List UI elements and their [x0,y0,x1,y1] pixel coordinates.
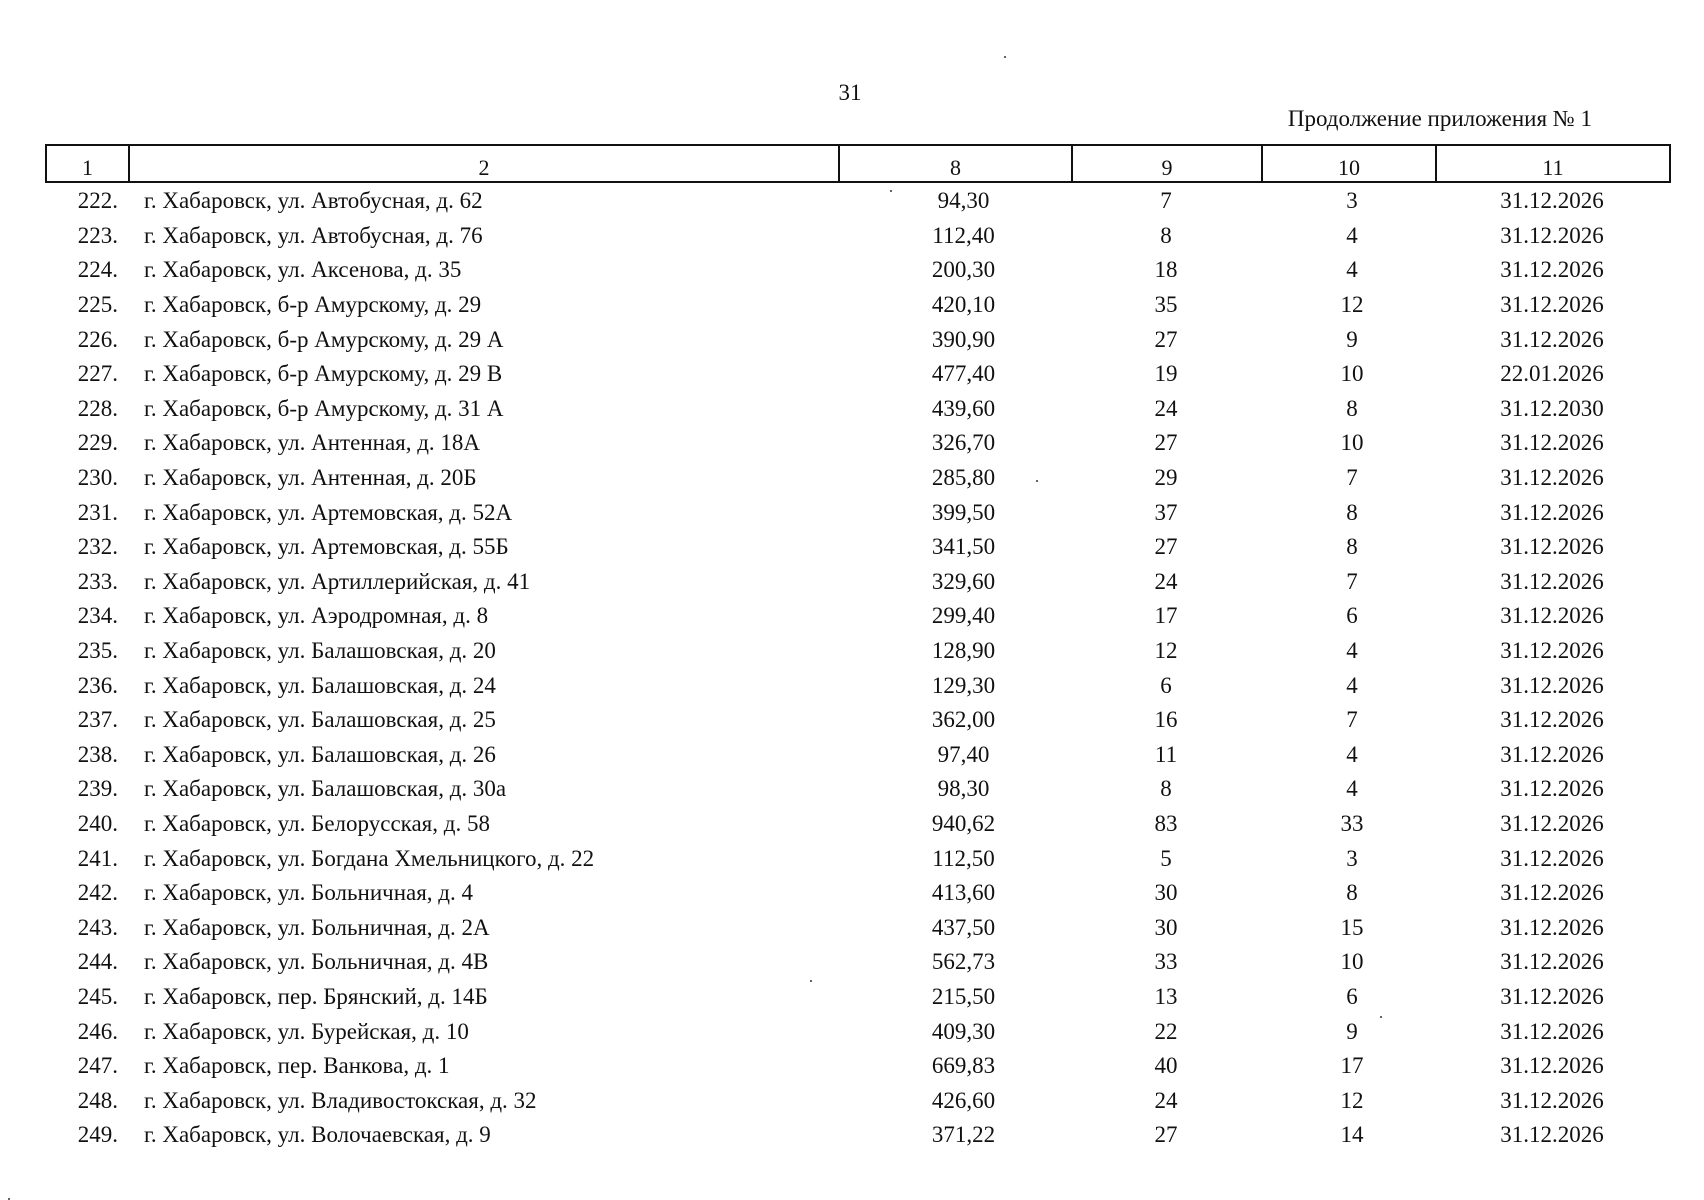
page-number: 31 [838,80,862,105]
column-9-cell: 30 [1154,914,1178,940]
date-cell: 31.12.2026 [1500,949,1604,975]
column-9-cell: 22 [1154,1018,1178,1044]
area-cell: 437,50 [931,914,996,940]
date-cell: 31.12.2026 [1500,845,1604,871]
date-cell: 31.12.2026 [1500,707,1604,733]
column-10-cell: 7 [1346,707,1358,733]
date-cell: 31.12.2026 [1500,810,1604,836]
row-number: 248. [77,1087,118,1113]
address-cell: г. Хабаровск, ул. Больничная, д. 2А [144,914,490,940]
column-10-cell: 4 [1346,638,1358,664]
column-header: 11 [1436,145,1670,182]
column-10-cell: 10 [1340,949,1364,975]
column-header: 1 [46,145,129,182]
area-cell: 341,50 [931,534,996,560]
address-cell: г. Хабаровск, ул. Артемовская, д. 55Б [144,534,509,560]
column-10-cell: 4 [1346,257,1358,283]
column-10-cell: 3 [1346,845,1358,871]
area-cell: 200,30 [931,257,996,283]
header-row [46,145,1670,182]
area-cell: 390,90 [931,326,996,352]
column-9-cell: 27 [1154,534,1178,560]
date-cell: 31.12.2026 [1500,1087,1604,1113]
column-10-cell: 9 [1346,326,1358,352]
table-row [45,565,1669,600]
table-row [45,980,1669,1015]
row-number: 242. [77,880,118,906]
date-cell: 31.12.2026 [1500,568,1604,594]
row-number: 230. [77,465,118,491]
address-cell: г. Хабаровск, б-р Амурскому, д. 31 А [144,395,504,421]
date-cell: 31.12.2026 [1500,499,1604,525]
table-row [45,1049,1669,1084]
column-9-cell: 6 [1160,672,1172,698]
column-9-cell: 83 [1154,810,1178,836]
area-cell: 285,80 [931,465,996,491]
date-cell: 31.12.2026 [1500,465,1604,491]
column-10-cell: 8 [1346,534,1358,560]
scan-speck [810,980,812,982]
table-row [45,392,1669,427]
column-10-cell: 6 [1346,603,1358,629]
table-row [45,807,1669,842]
address-cell: г. Хабаровск, ул. Балашовская, д. 20 [144,638,496,664]
column-9-cell: 24 [1154,1087,1178,1113]
column-9-cell: 17 [1154,603,1178,629]
table-row [45,668,1669,703]
scan-speck [1004,56,1006,58]
area-cell: 215,50 [931,983,996,1009]
column-10-cell: 10 [1340,361,1364,387]
row-number: 240. [77,810,118,836]
column-10-cell: 4 [1346,222,1358,248]
address-cell: г. Хабаровск, ул. Аксенова, д. 35 [144,257,462,283]
column-9-cell: 24 [1154,395,1178,421]
row-number: 231. [77,499,118,525]
area-cell: 562,73 [931,949,996,975]
row-number: 224. [77,257,118,283]
date-cell: 31.12.2026 [1500,880,1604,906]
row-number: 241. [77,845,118,871]
column-9-cell: 27 [1154,430,1178,456]
column-9-cell: 7 [1160,188,1172,214]
table-row [45,599,1669,634]
area-cell: 97,40 [937,741,990,767]
address-cell: г. Хабаровск, ул. Волочаевская, д. 9 [144,1122,491,1148]
row-number: 245. [77,983,118,1009]
table-row [45,357,1669,392]
table-row [45,1118,1669,1153]
address-cell: г. Хабаровск, ул. Бурейская, д. 10 [144,1018,469,1044]
address-cell: г. Хабаровск, ул. Аэродромная, д. 8 [144,603,489,629]
table-row [45,288,1669,323]
row-number: 244. [77,949,118,975]
date-cell: 31.12.2026 [1500,534,1604,560]
area-cell: 329,60 [931,568,996,594]
column-9-cell: 29 [1154,465,1178,491]
row-number: 238. [77,741,118,767]
address-cell: г. Хабаровск, б-р Амурскому, д. 29 [144,292,482,318]
area-cell: 477,40 [931,361,996,387]
date-cell: 31.12.2026 [1500,1122,1604,1148]
address-cell: г. Хабаровск, ул. Балашовская, д. 26 [144,741,496,767]
column-10-cell: 8 [1346,499,1358,525]
table-row [45,219,1669,254]
table-row [45,530,1669,565]
column-9-cell: 12 [1154,638,1178,664]
column-10-cell: 12 [1340,1087,1364,1113]
address-cell: г. Хабаровск, ул. Владивостокская, д. 32 [144,1087,537,1113]
table-row [45,1083,1669,1118]
row-number: 222. [77,188,118,214]
column-9-cell: 19 [1154,361,1178,387]
date-cell: 31.12.2026 [1500,983,1604,1009]
column-9-cell: 18 [1154,257,1178,283]
area-cell: 409,30 [931,1018,996,1044]
column-10-cell: 4 [1346,776,1358,802]
row-number: 228. [77,395,118,421]
column-10-cell: 4 [1346,672,1358,698]
area-cell: 326,70 [931,430,996,456]
housing-table-body [45,184,1669,1153]
row-number: 249. [77,1122,118,1148]
column-header: 10 [1262,145,1436,182]
column-9-cell: 11 [1154,741,1178,767]
address-cell: г. Хабаровск, ул. Автобусная, д. 76 [144,222,483,248]
appendix-continuation-label: Продолжение приложения № 1 [1287,106,1592,131]
area-cell: 362,00 [931,707,996,733]
table-row [45,253,1669,288]
row-number: 239. [77,776,118,802]
date-cell: 31.12.2026 [1500,430,1604,456]
date-cell: 31.12.2026 [1500,222,1604,248]
column-9-cell: 30 [1154,880,1178,906]
row-number: 247. [77,1053,118,1079]
address-cell: г. Хабаровск, ул. Автобусная, д. 62 [144,188,483,214]
date-cell: 31.12.2026 [1500,292,1604,318]
table-row [45,1014,1669,1049]
date-cell: 31.12.2026 [1500,672,1604,698]
column-9-cell: 40 [1154,1053,1178,1079]
date-cell: 31.12.2026 [1500,1053,1604,1079]
table-row [45,461,1669,496]
area-cell: 439,60 [931,395,996,421]
row-number: 225. [77,292,118,318]
date-cell: 31.12.2026 [1500,603,1604,629]
column-10-cell: 10 [1340,430,1364,456]
date-cell: 31.12.2026 [1500,776,1604,802]
row-number: 246. [77,1018,118,1044]
column-9-cell: 5 [1160,845,1172,871]
date-cell: 31.12.2026 [1500,188,1604,214]
column-10-cell: 6 [1346,983,1358,1009]
column-header: 2 [129,145,839,182]
column-10-cell: 8 [1346,395,1358,421]
date-cell: 31.12.2030 [1500,395,1604,421]
address-cell: г. Хабаровск, ул. Белорусская, д. 58 [144,810,490,836]
table-row [45,495,1669,530]
date-cell: 31.12.2026 [1500,741,1604,767]
table-row [45,322,1669,357]
address-cell: г. Хабаровск, ул. Антенная, д. 18А [144,430,481,456]
column-10-cell: 8 [1346,880,1358,906]
column-header: 9 [1072,145,1262,182]
area-cell: 98,30 [937,776,990,802]
column-10-cell: 9 [1346,1018,1358,1044]
area-cell: 112,50 [932,845,995,871]
address-cell: г. Хабаровск, пер. Ванкова, д. 1 [144,1053,450,1079]
column-10-cell: 7 [1346,465,1358,491]
column-9-cell: 35 [1154,292,1178,318]
area-cell: 669,83 [931,1053,996,1079]
table-row [45,634,1669,669]
scan-speck [1380,1016,1382,1018]
column-10-cell: 17 [1340,1053,1364,1079]
row-number: 243. [77,914,118,940]
date-cell: 22.01.2026 [1500,361,1604,387]
row-number: 236. [77,672,118,698]
area-cell: 371,22 [931,1122,996,1148]
column-10-cell: 14 [1340,1122,1364,1148]
date-cell: 31.12.2026 [1500,326,1604,352]
column-9-cell: 27 [1154,326,1178,352]
address-cell: г. Хабаровск, ул. Артиллерийская, д. 41 [144,568,531,594]
area-cell: 420,10 [931,292,996,318]
row-number: 234. [77,603,118,629]
row-number: 229. [77,430,118,456]
address-cell: г. Хабаровск, ул. Больничная, д. 4 [144,880,473,906]
date-cell: 31.12.2026 [1500,638,1604,664]
address-cell: г. Хабаровск, ул. Балашовская, д. 25 [144,707,496,733]
area-cell: 129,30 [931,672,996,698]
row-number: 227. [77,361,118,387]
column-10-cell: 33 [1340,810,1364,836]
column-10-cell: 12 [1340,292,1364,318]
column-9-cell: 16 [1154,707,1178,733]
address-cell: г. Хабаровск, б-р Амурскому, д. 29 В [144,361,503,387]
column-9-cell: 8 [1160,222,1172,248]
address-cell: г. Хабаровск, ул. Балашовская, д. 30а [144,776,507,802]
area-cell: 426,60 [931,1087,996,1113]
column-10-cell: 3 [1346,188,1358,214]
column-9-cell: 24 [1154,568,1178,594]
table-row [45,426,1669,461]
column-9-cell: 8 [1160,776,1172,802]
date-cell: 31.12.2026 [1500,257,1604,283]
table-row [45,910,1669,945]
row-number: 235. [77,638,118,664]
date-cell: 31.12.2026 [1500,914,1604,940]
area-cell: 299,40 [931,603,996,629]
area-cell: 128,90 [931,638,996,664]
table-row [45,772,1669,807]
row-number: 237. [77,707,118,733]
area-cell: 399,50 [931,499,996,525]
row-number: 232. [77,534,118,560]
column-9-cell: 13 [1154,983,1178,1009]
column-header: 8 [839,145,1072,182]
address-cell: г. Хабаровск, ул. Больничная, д. 4В [144,949,489,975]
column-10-cell: 4 [1346,741,1358,767]
column-10-cell: 7 [1346,568,1358,594]
area-cell: 94,30 [937,188,990,214]
address-cell: г. Хабаровск, пер. Брянский, д. 14Б [144,983,488,1009]
row-number: 223. [77,222,118,248]
column-10-cell: 15 [1340,914,1364,940]
table-row [45,738,1669,773]
area-cell: 413,60 [931,880,996,906]
address-cell: г. Хабаровск, ул. Балашовская, д. 24 [144,672,496,698]
column-9-cell: 27 [1154,1122,1178,1148]
table-row [45,841,1669,876]
scan-speck [890,190,892,192]
row-number: 226. [77,326,118,352]
table-row [45,876,1669,911]
address-cell: г. Хабаровск, ул. Антенная, д. 20Б [144,465,477,491]
date-cell: 31.12.2026 [1500,1018,1604,1044]
column-9-cell: 33 [1154,949,1178,975]
table-row [45,703,1669,738]
table-header [45,144,1671,183]
address-cell: г. Хабаровск, ул. Богдана Хмельницкого, д. 22 [144,845,595,871]
table-row [45,945,1669,980]
address-cell: г. Хабаровск, ул. Артемовская, д. 52А [144,499,513,525]
area-cell: 940,62 [931,810,996,836]
column-9-cell: 37 [1154,499,1178,525]
table-row [45,184,1669,219]
address-cell: г. Хабаровск, б-р Амурскому, д. 29 А [144,326,504,352]
scan-speck [1036,480,1038,482]
row-number: 233. [77,568,118,594]
area-cell: 112,40 [932,222,995,248]
